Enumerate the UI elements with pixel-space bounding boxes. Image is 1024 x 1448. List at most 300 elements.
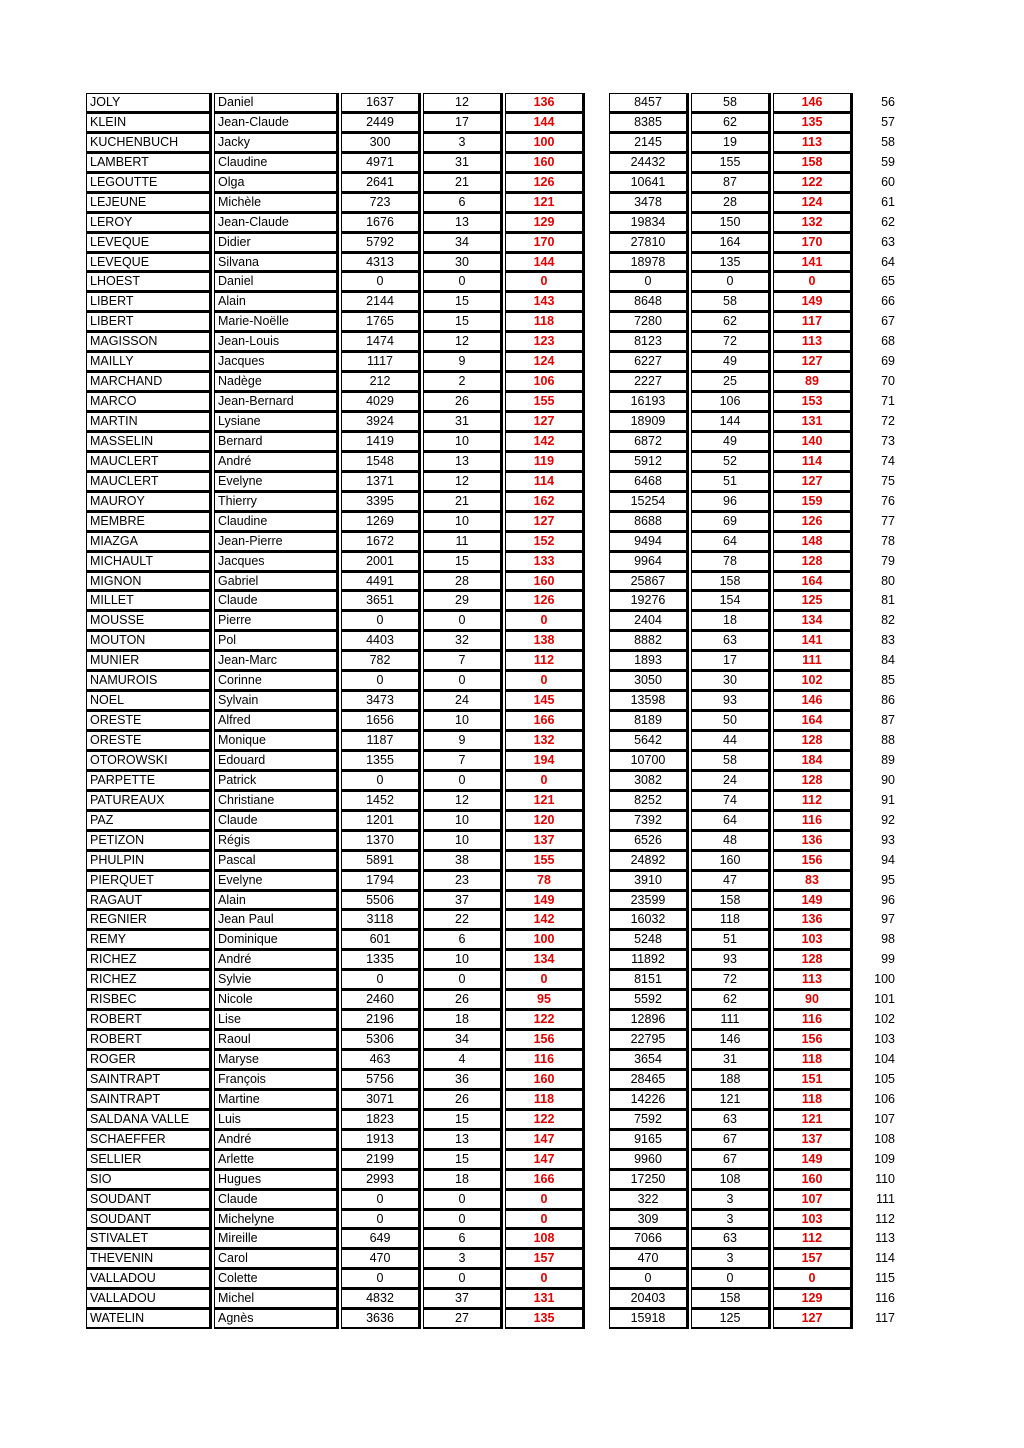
- points-cell: 5792: [341, 233, 421, 253]
- total-average-cell: 113: [773, 970, 853, 990]
- rank-number: 101: [874, 992, 895, 1007]
- first-name-cell: Michel: [214, 1289, 339, 1309]
- total-games-cell: 106: [691, 392, 771, 412]
- rank-number: 86: [881, 693, 895, 708]
- total-average-cell: 136: [773, 910, 853, 930]
- table-row: [86, 791, 897, 811]
- total-average-cell: 114: [773, 452, 853, 472]
- rank-number: 67: [881, 314, 895, 329]
- points-cell: 2001: [341, 552, 421, 572]
- table-row: [86, 751, 897, 771]
- rank-number: 107: [874, 1111, 895, 1126]
- last-name-cell: THEVENIN: [86, 1249, 212, 1269]
- total-points-cell: 19834: [609, 213, 689, 233]
- total-average-cell: 131: [773, 412, 853, 432]
- first-name-cell: Pierre: [214, 611, 339, 631]
- total-points-cell: 7392: [609, 811, 689, 831]
- points-cell: 1370: [341, 831, 421, 851]
- total-points-cell: 12896: [609, 1010, 689, 1030]
- last-name-cell: LEJEUNE: [86, 193, 212, 213]
- average-cell: 112: [505, 651, 585, 671]
- column-gap: [587, 930, 609, 950]
- total-games-cell: 72: [691, 332, 771, 352]
- table-row: [86, 950, 897, 970]
- last-name-cell: MARCHAND: [86, 372, 212, 392]
- total-points-cell: 2404: [609, 611, 689, 631]
- last-name-cell: SIO: [86, 1170, 212, 1190]
- average-cell: 100: [505, 133, 585, 153]
- games-cell: 7: [423, 751, 503, 771]
- rank-number: 89: [881, 752, 895, 767]
- total-points-cell: 5912: [609, 452, 689, 472]
- column-gap: [587, 851, 609, 871]
- rank-number: 111: [875, 1191, 895, 1206]
- total-average-cell: 164: [773, 711, 853, 731]
- last-name-cell: MARTIN: [86, 412, 212, 432]
- total-games-cell: 58: [691, 292, 771, 312]
- total-average-cell: 160: [773, 1170, 853, 1190]
- average-cell: 0: [505, 1269, 585, 1289]
- rank-number: 81: [881, 593, 895, 608]
- total-points-cell: 8252: [609, 791, 689, 811]
- column-gap: [587, 831, 609, 851]
- column-gap: [587, 272, 609, 292]
- average-cell: 123: [505, 332, 585, 352]
- last-name-cell: REMY: [86, 930, 212, 950]
- points-cell: 782: [341, 651, 421, 671]
- games-cell: 3: [423, 133, 503, 153]
- games-cell: 15: [423, 1110, 503, 1130]
- games-cell: 26: [423, 1090, 503, 1110]
- average-cell: 147: [505, 1150, 585, 1170]
- total-games-cell: 18: [691, 611, 771, 631]
- average-cell: 134: [505, 950, 585, 970]
- first-name-cell: Michelyne: [214, 1210, 339, 1230]
- total-points-cell: 3082: [609, 771, 689, 791]
- average-cell: 149: [505, 891, 585, 911]
- rank-number: 80: [881, 573, 895, 588]
- total-games-cell: 67: [691, 1150, 771, 1170]
- total-games-cell: 58: [691, 93, 771, 113]
- table-row: [86, 572, 897, 592]
- total-average-cell: 116: [773, 811, 853, 831]
- first-name-cell: Régis: [214, 831, 339, 851]
- table-row: [86, 233, 897, 253]
- column-gap: [587, 1170, 609, 1190]
- first-name-cell: Claudine: [214, 153, 339, 173]
- total-average-cell: 146: [773, 691, 853, 711]
- average-cell: 127: [505, 512, 585, 532]
- total-average-cell: 113: [773, 332, 853, 352]
- first-name-cell: Silvana: [214, 253, 339, 273]
- games-cell: 10: [423, 831, 503, 851]
- games-cell: 21: [423, 173, 503, 193]
- games-cell: 0: [423, 272, 503, 292]
- games-cell: 6: [423, 1229, 503, 1249]
- average-cell: 118: [505, 1090, 585, 1110]
- table-row: [86, 113, 897, 133]
- average-cell: 0: [505, 1210, 585, 1230]
- table-row: [86, 970, 897, 990]
- first-name-cell: Corinne: [214, 671, 339, 691]
- total-points-cell: 1893: [609, 651, 689, 671]
- total-games-cell: 24: [691, 771, 771, 791]
- table-row: [86, 332, 897, 352]
- last-name-cell: MARCO: [86, 392, 212, 412]
- table-row: [86, 711, 897, 731]
- rank-number: 82: [881, 613, 895, 628]
- average-cell: 194: [505, 751, 585, 771]
- table-row: [86, 811, 897, 831]
- total-games-cell: 44: [691, 731, 771, 751]
- total-games-cell: 188: [691, 1070, 771, 1090]
- rank-number: 116: [875, 1291, 895, 1306]
- total-games-cell: 62: [691, 990, 771, 1010]
- total-points-cell: 16032: [609, 910, 689, 930]
- last-name-cell: SOUDANT: [86, 1190, 212, 1210]
- total-points-cell: 3654: [609, 1050, 689, 1070]
- rank-number: 90: [881, 772, 895, 787]
- first-name-cell: Raoul: [214, 1030, 339, 1050]
- total-average-cell: 151: [773, 1070, 853, 1090]
- games-cell: 32: [423, 631, 503, 651]
- total-games-cell: 164: [691, 233, 771, 253]
- rank-number: 66: [881, 294, 895, 309]
- table-row: [86, 871, 897, 891]
- first-name-cell: Jacques: [214, 352, 339, 372]
- last-name-cell: MILLET: [86, 591, 212, 611]
- rank-number: 96: [881, 892, 895, 907]
- last-name-cell: REGNIER: [86, 910, 212, 930]
- rank-number: 104: [874, 1052, 895, 1066]
- points-cell: 1913: [341, 1130, 421, 1150]
- games-cell: 23: [423, 871, 503, 891]
- total-games-cell: 158: [691, 891, 771, 911]
- rank-number: 92: [881, 812, 895, 827]
- last-name-cell: OTOROWSKI: [86, 751, 212, 771]
- points-cell: 0: [341, 970, 421, 990]
- total-average-cell: 118: [773, 1050, 853, 1070]
- total-points-cell: 8151: [609, 970, 689, 990]
- average-cell: 155: [505, 392, 585, 412]
- first-name-cell: Jacques: [214, 552, 339, 572]
- total-games-cell: 62: [691, 113, 771, 133]
- first-name-cell: Evelyne: [214, 472, 339, 492]
- rank-number: 106: [874, 1091, 895, 1106]
- table-row: [86, 1269, 897, 1289]
- total-average-cell: 157: [773, 1249, 853, 1269]
- rank-number: 98: [881, 932, 895, 947]
- average-cell: 144: [505, 253, 585, 273]
- points-cell: 1355: [341, 751, 421, 771]
- total-games-cell: 50: [691, 711, 771, 731]
- total-average-cell: 149: [773, 292, 853, 312]
- average-cell: 121: [505, 791, 585, 811]
- column-gap: [587, 412, 609, 432]
- average-cell: 162: [505, 492, 585, 512]
- first-name-cell: Arlette: [214, 1150, 339, 1170]
- average-cell: 0: [505, 970, 585, 990]
- rank-number: 87: [881, 713, 895, 728]
- first-name-cell: François: [214, 1070, 339, 1090]
- last-name-cell: ROBERT: [86, 1010, 212, 1030]
- total-average-cell: 128: [773, 731, 853, 751]
- games-cell: 34: [423, 1030, 503, 1050]
- games-cell: 30: [423, 253, 503, 273]
- first-name-cell: Sylvain: [214, 691, 339, 711]
- total-average-cell: 90: [773, 990, 853, 1010]
- table-row: [86, 452, 897, 472]
- average-cell: 142: [505, 910, 585, 930]
- total-points-cell: 22795: [609, 1030, 689, 1050]
- first-name-cell: Evelyne: [214, 871, 339, 891]
- table-row: [86, 1010, 897, 1030]
- last-name-cell: STIVALET: [86, 1229, 212, 1249]
- points-cell: 470: [341, 1249, 421, 1269]
- rank-number: 69: [881, 354, 895, 369]
- total-games-cell: 125: [691, 1309, 771, 1329]
- column-gap: [587, 1190, 609, 1210]
- first-name-cell: Pol: [214, 631, 339, 651]
- column-gap: [587, 492, 609, 512]
- total-average-cell: 89: [773, 372, 853, 392]
- games-cell: 31: [423, 412, 503, 432]
- total-points-cell: 10700: [609, 751, 689, 771]
- average-cell: 100: [505, 930, 585, 950]
- total-points-cell: 20403: [609, 1289, 689, 1309]
- games-cell: 15: [423, 292, 503, 312]
- last-name-cell: MUNIER: [86, 651, 212, 671]
- total-games-cell: 69: [691, 512, 771, 532]
- total-average-cell: 102: [773, 671, 853, 691]
- table-row: [86, 851, 897, 871]
- table-row: [86, 1190, 897, 1210]
- last-name-cell: RICHEZ: [86, 950, 212, 970]
- total-points-cell: 9165: [609, 1130, 689, 1150]
- total-games-cell: 144: [691, 412, 771, 432]
- table-row: [86, 312, 897, 332]
- points-cell: 4403: [341, 631, 421, 651]
- first-name-cell: Hugues: [214, 1170, 339, 1190]
- total-average-cell: 116: [773, 1010, 853, 1030]
- total-games-cell: 96: [691, 492, 771, 512]
- points-cell: 0: [341, 611, 421, 631]
- total-games-cell: 51: [691, 930, 771, 950]
- rank-number: 70: [881, 374, 895, 389]
- average-cell: 160: [505, 572, 585, 592]
- table-row: [86, 1090, 897, 1110]
- total-games-cell: 25: [691, 372, 771, 392]
- games-cell: 37: [423, 891, 503, 911]
- last-name-cell: SALDANA VALLE: [86, 1110, 212, 1130]
- total-games-cell: 63: [691, 1229, 771, 1249]
- column-gap: [587, 970, 609, 990]
- points-cell: 601: [341, 930, 421, 950]
- total-games-cell: 78: [691, 552, 771, 572]
- total-games-cell: 63: [691, 1110, 771, 1130]
- table-row: [86, 990, 897, 1010]
- table-row: [86, 1210, 897, 1230]
- last-name-cell: MICHAULT: [86, 552, 212, 572]
- points-cell: 4491: [341, 572, 421, 592]
- table-row: [86, 173, 897, 193]
- games-cell: 0: [423, 671, 503, 691]
- first-name-cell: Mireille: [214, 1229, 339, 1249]
- total-average-cell: 137: [773, 1130, 853, 1150]
- games-cell: 13: [423, 213, 503, 233]
- first-name-cell: Jean-Claude: [214, 213, 339, 233]
- average-cell: 120: [505, 811, 585, 831]
- total-average-cell: 128: [773, 950, 853, 970]
- points-cell: 3473: [341, 691, 421, 711]
- total-games-cell: 155: [691, 153, 771, 173]
- first-name-cell: Pascal: [214, 851, 339, 871]
- total-points-cell: 3050: [609, 671, 689, 691]
- rank-number: 84: [881, 653, 895, 668]
- average-cell: 133: [505, 552, 585, 572]
- column-gap: [587, 552, 609, 572]
- total-points-cell: 5248: [609, 930, 689, 950]
- total-average-cell: 134: [773, 611, 853, 631]
- games-cell: 31: [423, 153, 503, 173]
- games-cell: 9: [423, 731, 503, 751]
- games-cell: 0: [423, 1190, 503, 1210]
- points-cell: 3924: [341, 412, 421, 432]
- rank-number: 83: [881, 633, 895, 648]
- rank-number: 68: [881, 334, 895, 349]
- first-name-cell: Michèle: [214, 193, 339, 213]
- first-name-cell: André: [214, 950, 339, 970]
- total-games-cell: 158: [691, 1289, 771, 1309]
- total-points-cell: 5592: [609, 990, 689, 1010]
- first-name-cell: André: [214, 1130, 339, 1150]
- last-name-cell: MOUSSE: [86, 611, 212, 631]
- first-name-cell: Alain: [214, 292, 339, 312]
- table-row: [86, 1309, 897, 1329]
- rank-number: 56: [881, 95, 895, 109]
- total-games-cell: 49: [691, 352, 771, 372]
- points-cell: 2199: [341, 1150, 421, 1170]
- column-gap: [587, 891, 609, 911]
- total-average-cell: 125: [773, 591, 853, 611]
- total-points-cell: 16193: [609, 392, 689, 412]
- total-games-cell: 58: [691, 751, 771, 771]
- games-cell: 4: [423, 1050, 503, 1070]
- games-cell: 22: [423, 910, 503, 930]
- column-gap: [587, 671, 609, 691]
- first-name-cell: Agnès: [214, 1309, 339, 1329]
- games-cell: 9: [423, 352, 503, 372]
- total-points-cell: 6468: [609, 472, 689, 492]
- points-cell: 1474: [341, 332, 421, 352]
- points-cell: 5306: [341, 1030, 421, 1050]
- last-name-cell: MIGNON: [86, 572, 212, 592]
- last-name-cell: VALLADOU: [86, 1289, 212, 1309]
- games-cell: 15: [423, 312, 503, 332]
- total-average-cell: 129: [773, 1289, 853, 1309]
- points-cell: 0: [341, 1190, 421, 1210]
- points-cell: 1548: [341, 452, 421, 472]
- total-points-cell: 2145: [609, 133, 689, 153]
- first-name-cell: Gabriel: [214, 572, 339, 592]
- total-average-cell: 148: [773, 532, 853, 552]
- total-points-cell: 24892: [609, 851, 689, 871]
- total-games-cell: 17: [691, 651, 771, 671]
- rank-number: 97: [881, 912, 895, 927]
- rank-number: 117: [875, 1311, 895, 1326]
- points-cell: 1656: [341, 711, 421, 731]
- total-points-cell: 15254: [609, 492, 689, 512]
- total-points-cell: 8189: [609, 711, 689, 731]
- first-name-cell: Dominique: [214, 930, 339, 950]
- column-gap: [587, 910, 609, 930]
- table-row: [86, 492, 897, 512]
- last-name-cell: MAUCLERT: [86, 452, 212, 472]
- total-average-cell: 135: [773, 113, 853, 133]
- average-cell: 108: [505, 1229, 585, 1249]
- total-games-cell: 108: [691, 1170, 771, 1190]
- average-cell: 138: [505, 631, 585, 651]
- average-cell: 118: [505, 312, 585, 332]
- last-name-cell: RICHEZ: [86, 970, 212, 990]
- points-cell: 300: [341, 133, 421, 153]
- rank-number: 64: [881, 254, 895, 269]
- total-average-cell: 159: [773, 492, 853, 512]
- total-average-cell: 141: [773, 253, 853, 273]
- rank-number: 95: [881, 872, 895, 887]
- total-points-cell: 2227: [609, 372, 689, 392]
- games-cell: 29: [423, 591, 503, 611]
- average-cell: 95: [505, 990, 585, 1010]
- first-name-cell: Claude: [214, 811, 339, 831]
- last-name-cell: SCHAEFFER: [86, 1130, 212, 1150]
- points-cell: 5506: [341, 891, 421, 911]
- rank-number: 85: [881, 673, 895, 688]
- first-name-cell: Maryse: [214, 1050, 339, 1070]
- last-name-cell: SELLIER: [86, 1150, 212, 1170]
- total-games-cell: 49: [691, 432, 771, 452]
- first-name-cell: Daniel: [214, 272, 339, 292]
- last-name-cell: LAMBERT: [86, 153, 212, 173]
- games-cell: 10: [423, 950, 503, 970]
- table-row: [86, 611, 897, 631]
- average-cell: 124: [505, 352, 585, 372]
- total-points-cell: 0: [609, 272, 689, 292]
- column-gap: [587, 871, 609, 891]
- column-gap: [587, 452, 609, 472]
- column-gap: [587, 1110, 609, 1130]
- rank-number: 58: [881, 134, 895, 149]
- average-cell: 144: [505, 113, 585, 133]
- rank-number: 93: [881, 832, 895, 847]
- average-cell: 143: [505, 292, 585, 312]
- games-cell: 3: [423, 1249, 503, 1269]
- games-cell: 38: [423, 851, 503, 871]
- total-average-cell: 117: [773, 312, 853, 332]
- average-cell: 0: [505, 611, 585, 631]
- rank-number: 73: [881, 433, 895, 448]
- rank-number: 109: [874, 1151, 895, 1166]
- points-cell: 649: [341, 1229, 421, 1249]
- points-cell: 0: [341, 771, 421, 791]
- total-average-cell: 127: [773, 1309, 853, 1329]
- average-cell: 78: [505, 871, 585, 891]
- average-cell: 170: [505, 233, 585, 253]
- total-games-cell: 0: [691, 1269, 771, 1289]
- total-average-cell: 0: [773, 272, 853, 292]
- points-cell: 2993: [341, 1170, 421, 1190]
- total-points-cell: 11892: [609, 950, 689, 970]
